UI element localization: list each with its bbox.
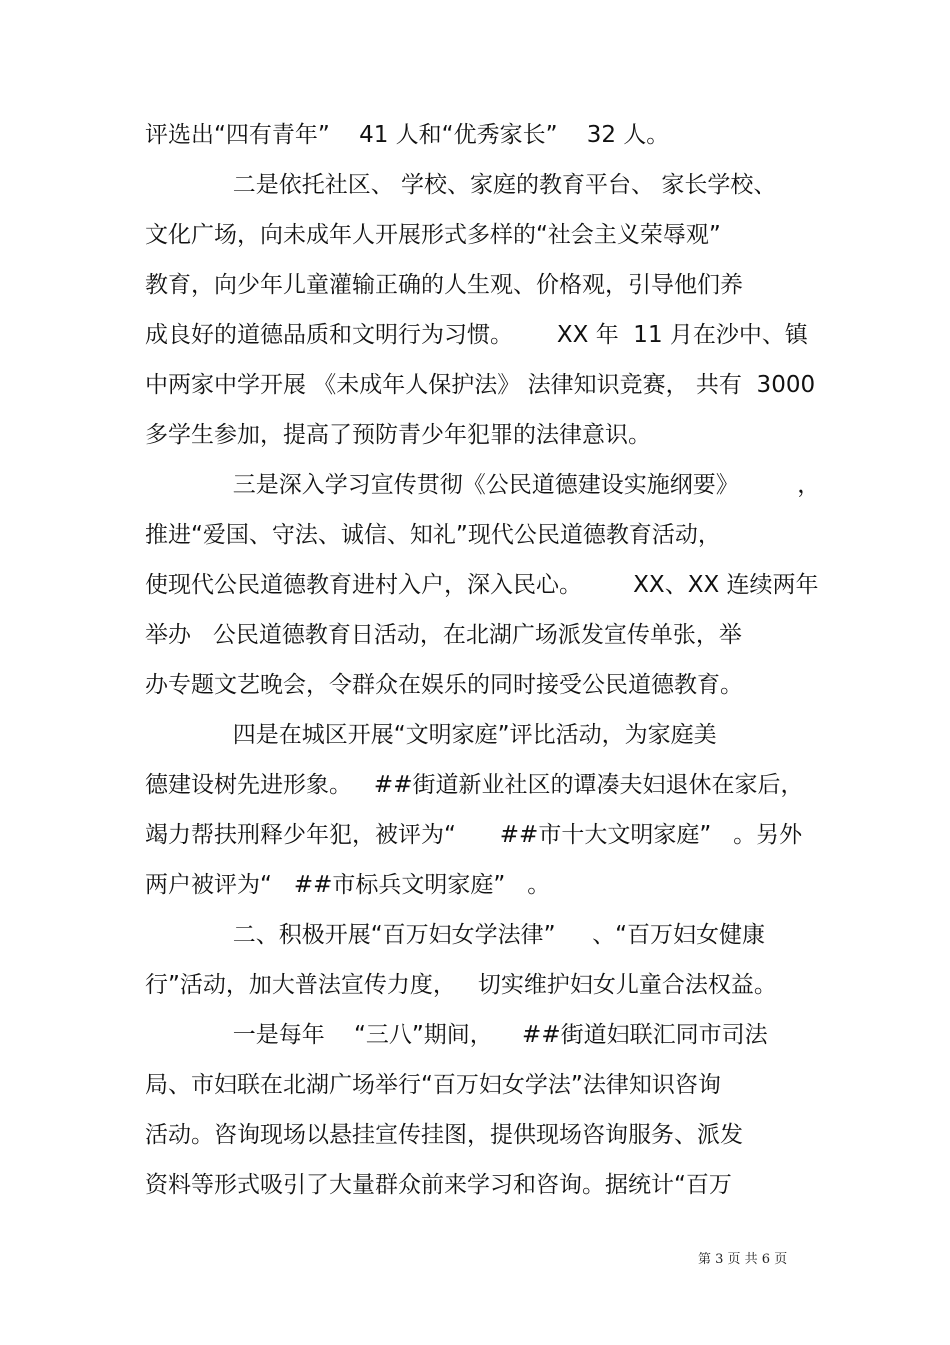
text-line: 四是在城区开展“文明家庭”评比活动，为家庭美 — [145, 722, 717, 748]
text-line: 推进“爱国、守法、诚信、知礼”现代公民道德教育活动， — [145, 522, 721, 548]
text-line: 办专题文艺晚会，令群众在娱乐的同时接受公民道德教育。 — [145, 672, 743, 698]
text-line: 多学生参加，提高了预防青少年犯罪的法律意识。 — [145, 422, 651, 448]
text-line: 使现代公民道德教育进村入户，深入民心。 XX、XX 连续两年 — [145, 572, 819, 598]
text-line: 两户被评为“ ##市标兵文明家庭” 。 — [145, 872, 551, 898]
page-footer: 第 3 页 共 6 页 — [698, 1252, 788, 1267]
text-line: 一是每年 “三八”期间， ##街道妇联汇同市司法 — [145, 1022, 768, 1048]
text-line: 评选出“四有青年” 41 人和“优秀家长” 32 人。 — [145, 122, 670, 148]
text-line: 行”活动，加大普法宣传力度， 切实维护妇女儿童合法权益。 — [145, 972, 777, 998]
text-line: 三是深入学习宣传贯彻《公民道德建设实施纲要》 ， — [145, 472, 821, 498]
text-line: 文化广场，向未成年人开展形式多样的“社会主义荣辱观” — [145, 222, 721, 248]
text-line: 局、市妇联在北湖广场举行“百万妇女学法”法律知识咨询 — [145, 1072, 721, 1098]
text-line: 二是依托社区、 学校、家庭的教育平台、 家长学校、 — [145, 172, 777, 198]
text-line: 二、积极开展“百万妇女学法律” 、“百万妇女健康 — [145, 922, 766, 948]
text-line: 德建设树先进形象。 ##街道新业社区的谭凑夫妇退休在家后， — [145, 772, 804, 798]
text-line: 资料等形式吸引了大量群众前来学习和咨询。据统计“百万 — [145, 1172, 732, 1198]
text-line: 举办 公民道德教育日活动，在北湖广场派发宣传单张，举 — [145, 622, 742, 648]
text-line: 活动。咨询现场以悬挂宣传挂图，提供现场咨询服务、派发 — [145, 1122, 743, 1148]
text-line: 教育，向少年儿童灌输正确的人生观、价格观，引导他们养 — [145, 272, 743, 298]
text-line: 中两家中学开展 《未成年人保护法》 法律知识竞赛， 共有 3000 — [145, 372, 816, 398]
text-line: 竭力帮扶刑释少年犯，被评为“ ##市十大文明家庭” 。另外 — [145, 822, 803, 848]
text-line: 成良好的道德品质和文明行为习惯。 XX 年 11 月在沙中、镇 — [145, 322, 808, 348]
